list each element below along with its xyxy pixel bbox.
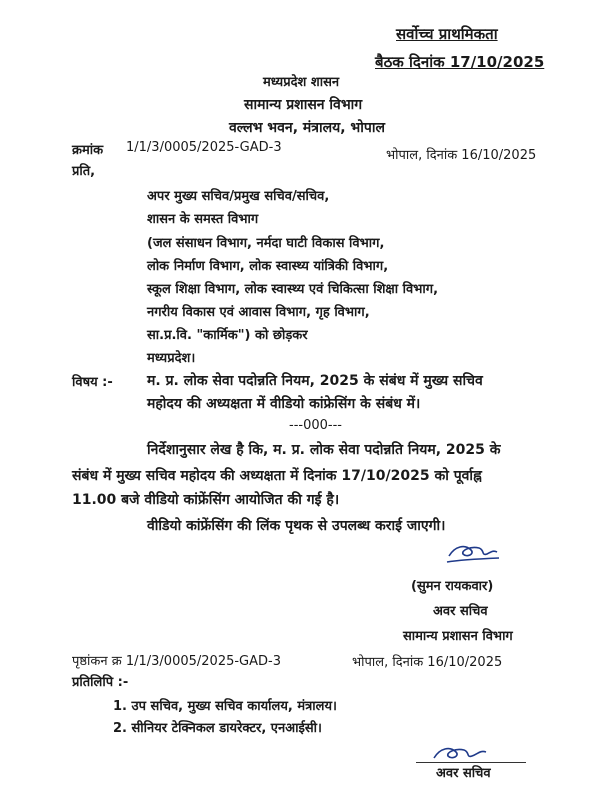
recipient-line: नगरीय विकास एवं आवास विभाग, गृह विभाग, [147,305,370,320]
recipient-line: लोक निर्माण विभाग, लोक स्वास्थ्य यांत्रिकी विभाग, [147,259,389,274]
recipient-line: अपर मुख्य सचिव/प्रमुख सचिव/सचिव, [147,189,330,204]
copy-item: 2. सीनियर टेक्निकल डायरेक्टर, एनआईसी। [113,721,322,736]
to-label: प्रति, [72,164,96,179]
recipient-line: मध्यप्रदेश। [147,351,196,366]
header-line3: वल्लभ भवन, मंत्रालय, भोपाल [229,120,385,136]
ref-number: 1/1/3/0005/2025-GAD-3 [126,140,282,155]
copy-item: 1. उप सचिव, मुख्य सचिव कार्यालय, मंत्रालय। [113,699,337,714]
header-line1: मध्यप्रदेश शासन [263,75,340,90]
ref-place-date: भोपाल, दिनांक 16/10/2025 [386,148,537,163]
body-para2: वीडियो कांफ्रेंसिंग की लिंक पृथक से उपलब्ध कराई जाएगी। [147,518,446,534]
meeting-date: बैठक दिनांक 17/10/2025 [375,53,545,71]
signatory-department: सामान्य प्रशासन विभाग [403,629,513,644]
recipient-line: (जल संसाधन विभाग, नर्मदा घाटी विकास विभाग, [147,236,385,251]
endorsement-place-date: भोपाल, दिनांक 16/10/2025 [352,655,503,670]
header-line2: सामान्य प्रशासन विभाग [244,97,363,113]
handwritten-signature [445,540,501,566]
separator: ---000--- [289,418,342,433]
endorsement-designation: अवर सचिव [436,766,491,781]
signatory-name: (सुमन रायकवार) [411,579,494,594]
body-para1-line2: संबंध में मुख्य सचिव महोदय की अध्यक्षता में दिनांक 17/10/2025 को पूर्वाह्न [72,468,482,484]
recipient-line: शासन के समस्त विभाग [147,212,259,227]
subject-line1: म. प्र. लोक सेवा पदोन्नति नियम, 2025 के संबंध में मुख्य सचिव [147,373,483,389]
recipient-line: सा.प्र.वि. "कार्मिक") को छोड़कर [147,328,308,343]
ref-label: क्रमांक [72,143,104,158]
body-para1-line3: 11.00 बजे वीडियो कांफ्रेंसिंग आयोजित की गई है। [72,492,340,508]
recipient-line: स्कूल शिक्षा विभाग, लोक स्वास्थ्य एवं चिकित्सा शिक्षा विभाग, [147,282,439,297]
subject-line2: महोदय की अध्यक्षता में वीडियो कांफ्रेसिंग के संबंध में। [147,396,421,412]
endorsement-ref: पृष्ठांकन क्र 1/1/3/0005/2025-GAD-3 [72,654,281,669]
copy-label: प्रतिलिपि :- [72,675,129,690]
priority-label: सर्वोच्च प्राथमिकता [396,25,498,43]
body-para1-line1: निर्देशानुसार लेख है कि, म. प्र. लोक सेवा पदोन्नति नियम, 2025 के [147,442,501,458]
subject-label: विषय :- [72,375,113,390]
signatory-designation: अवर सचिव [433,604,488,619]
